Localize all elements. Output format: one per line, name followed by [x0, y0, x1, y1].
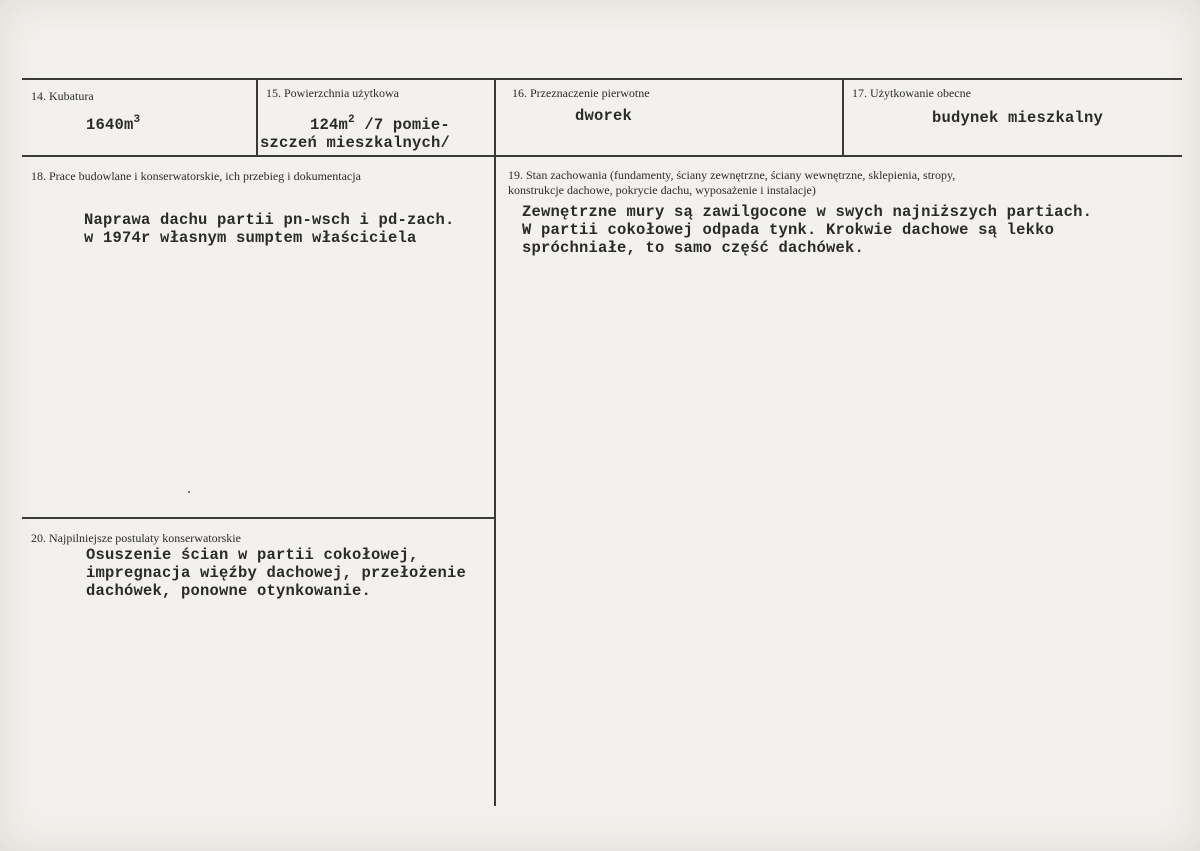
divider-15-16	[494, 79, 496, 806]
field-15-unit-sup: 2	[348, 114, 355, 126]
header-row-rule	[22, 155, 1182, 157]
field-20-line-1: Osuszenie ścian w partii cokołowej,	[86, 546, 419, 564]
field-14-value-text: 1640m	[86, 116, 134, 134]
field-14-unit-sup: 3	[133, 114, 141, 126]
field-19-label-line-1: 19. Stan zachowania (fundamenty, ściany zewnętrzne, ściany wewnętrzne, sklepienia, stropy,	[508, 168, 956, 182]
divider-16-17	[842, 79, 844, 155]
field-20-label: 20. Najpilniejsze postulaty konserwatorskie	[31, 531, 241, 545]
field-18-line-1: Naprawa dachu partii pn-wsch i pd-zach.	[84, 211, 455, 229]
field-16-label: 16. Przeznaczenie pierwotne	[512, 86, 650, 100]
stray-mark	[188, 491, 190, 493]
divider-14-15	[256, 79, 258, 155]
field-17-label: 17. Użytkowanie obecne	[852, 86, 971, 100]
field-17-value: budynek mieszkalny	[932, 109, 1104, 127]
field-18-line-2: w 1974r własnym sumptem właściciela	[84, 229, 417, 247]
field-20-line-2: impregnacja więźby dachowej, przełożenie	[86, 564, 467, 582]
field-15-area: 124m	[310, 116, 349, 134]
field-19-line-1: Zewnętrzne mury są zawilgocone w swych najniższych partiach.	[522, 203, 1093, 221]
field-19-line-2: W partii cokołowej odpada tynk. Krokwie dachowe są lekko	[522, 221, 1055, 239]
field-16-value: dworek	[575, 107, 633, 125]
field-14-label: 14. Kubatura	[31, 89, 94, 103]
field-20-line-3: dachówek, ponowne otynkowanie.	[86, 582, 372, 600]
top-rule	[22, 78, 1182, 80]
field-19-line-3: spróchniałe, to samo część dachówek.	[522, 239, 865, 257]
field-15-value-line2: szczeń mieszkalnych/	[260, 134, 451, 152]
field-19-label-line-2: konstrukcje dachowe, pokrycie dachu, wyposażenie i instalacje)	[508, 183, 816, 197]
field-15-label: 15. Powierzchnia użytkowa	[266, 86, 399, 100]
field-14-value	[86, 115, 140, 136]
section-18-20-rule	[22, 517, 495, 519]
field-15-rooms: /7 pomie-	[354, 116, 450, 134]
field-18-label: 18. Prace budowlane i konserwatorskie, ich przebieg i dokumentacja	[31, 169, 361, 183]
